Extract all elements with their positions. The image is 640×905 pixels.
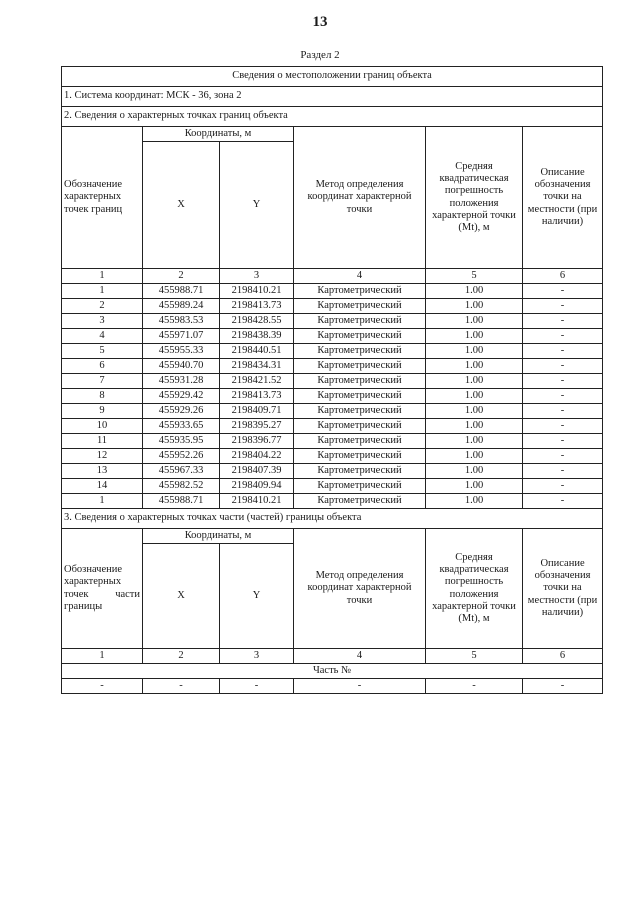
point-method: Картометрический bbox=[294, 479, 426, 494]
header-x: X bbox=[143, 142, 220, 269]
section-label: Раздел 2 bbox=[300, 49, 340, 61]
header-accuracy: Средняя квадратическая погрешность положения характерной точки (Mt), м bbox=[426, 127, 523, 269]
column-number: 3 bbox=[220, 649, 294, 664]
point-x: 455955.33 bbox=[143, 344, 220, 359]
table-row bbox=[62, 494, 603, 509]
table-row bbox=[62, 344, 603, 359]
point-y: 2198413.73 bbox=[220, 389, 294, 404]
point-number: 6 bbox=[62, 359, 143, 374]
point-method: Картометрический bbox=[294, 419, 426, 434]
part-cell: - bbox=[294, 679, 426, 694]
point-x: 455935.95 bbox=[143, 434, 220, 449]
point-number: 8 bbox=[62, 389, 143, 404]
point-x: 455971.07 bbox=[143, 329, 220, 344]
point-x: 455931.28 bbox=[143, 374, 220, 389]
point-method: Картометрический bbox=[294, 344, 426, 359]
point-x: 455983.53 bbox=[143, 314, 220, 329]
point-accuracy: 1.00 bbox=[426, 299, 523, 314]
point-y: 2198410.21 bbox=[220, 494, 294, 509]
table-row bbox=[62, 479, 603, 494]
coordinate-system: 1. Система координат: МСК - 36, зона 2 bbox=[62, 87, 603, 107]
table-row bbox=[62, 389, 603, 404]
point-y: 2198421.52 bbox=[220, 374, 294, 389]
point-method: Картометрический bbox=[294, 284, 426, 299]
point-description: - bbox=[523, 464, 603, 479]
boundary-table bbox=[61, 66, 603, 694]
column-number: 4 bbox=[294, 269, 426, 284]
point-number: 9 bbox=[62, 404, 143, 419]
part-cell: - bbox=[143, 679, 220, 694]
point-x: 455933.65 bbox=[143, 419, 220, 434]
point-description: - bbox=[523, 329, 603, 344]
point-accuracy: 1.00 bbox=[426, 449, 523, 464]
column-number: 2 bbox=[143, 649, 220, 664]
header-coordinates-part: Координаты, м bbox=[143, 529, 294, 544]
point-description: - bbox=[523, 284, 603, 299]
column-numbers-row bbox=[62, 269, 603, 284]
point-x: 455940.70 bbox=[143, 359, 220, 374]
column-number: 1 bbox=[62, 269, 143, 284]
point-accuracy: 1.00 bbox=[426, 494, 523, 509]
header-coordinates: Координаты, м bbox=[143, 127, 294, 142]
point-x: 455929.42 bbox=[143, 389, 220, 404]
point-method: Картометрический bbox=[294, 464, 426, 479]
point-accuracy: 1.00 bbox=[426, 344, 523, 359]
header-point-designation: Обозначение характерных точек границ bbox=[62, 127, 143, 269]
point-method: Картометрический bbox=[294, 314, 426, 329]
header-method: Метод определения координат характерной точки bbox=[294, 127, 426, 269]
header-y-part: Y bbox=[220, 544, 294, 649]
column-number: 3 bbox=[220, 269, 294, 284]
part-label: Часть № bbox=[62, 664, 603, 679]
point-x: 455929.26 bbox=[143, 404, 220, 419]
point-y: 2198407.39 bbox=[220, 464, 294, 479]
header-accuracy-part: Средняя квадратическая погрешность положения характерной точки (Mt), м bbox=[426, 529, 523, 649]
point-number: 3 bbox=[62, 314, 143, 329]
table-row bbox=[62, 419, 603, 434]
part-cell: - bbox=[426, 679, 523, 694]
point-accuracy: 1.00 bbox=[426, 404, 523, 419]
part-cell: - bbox=[523, 679, 603, 694]
point-accuracy: 1.00 bbox=[426, 419, 523, 434]
point-description: - bbox=[523, 449, 603, 464]
point-accuracy: 1.00 bbox=[426, 359, 523, 374]
point-method: Картометрический bbox=[294, 494, 426, 509]
column-number: 6 bbox=[523, 269, 603, 284]
table-row bbox=[62, 404, 603, 419]
column-number: 5 bbox=[426, 649, 523, 664]
point-y: 2198409.94 bbox=[220, 479, 294, 494]
page-number: 13 bbox=[312, 14, 328, 30]
point-number: 14 bbox=[62, 479, 143, 494]
point-y: 2198409.71 bbox=[220, 404, 294, 419]
point-number: 5 bbox=[62, 344, 143, 359]
point-x: 455982.52 bbox=[143, 479, 220, 494]
point-x: 455988.71 bbox=[143, 284, 220, 299]
column-number: 6 bbox=[523, 649, 603, 664]
point-method: Картометрический bbox=[294, 449, 426, 464]
header-y: Y bbox=[220, 142, 294, 269]
point-description: - bbox=[523, 359, 603, 374]
table-row bbox=[62, 299, 603, 314]
point-x: 455989.24 bbox=[143, 299, 220, 314]
table-row bbox=[62, 329, 603, 344]
point-x: 455988.71 bbox=[143, 494, 220, 509]
point-description: - bbox=[523, 299, 603, 314]
table-title: Сведения о местоположении границ объекта bbox=[62, 67, 603, 87]
point-y: 2198428.55 bbox=[220, 314, 294, 329]
point-y: 2198404.22 bbox=[220, 449, 294, 464]
header-description: Описание обозначения точки на местности (при наличии) bbox=[523, 127, 603, 269]
point-y: 2198410.21 bbox=[220, 284, 294, 299]
table-row bbox=[62, 314, 603, 329]
header-point-designation-part: Обозначение характерных точек части границы bbox=[62, 529, 143, 649]
point-number: 11 bbox=[62, 434, 143, 449]
point-y: 2198438.39 bbox=[220, 329, 294, 344]
point-number: 1 bbox=[62, 494, 143, 509]
point-method: Картометрический bbox=[294, 329, 426, 344]
point-accuracy: 1.00 bbox=[426, 314, 523, 329]
section3-title: 3. Сведения о характерных точках части (частей) границы объекта bbox=[62, 509, 603, 529]
point-x: 455967.33 bbox=[143, 464, 220, 479]
point-method: Картометрический bbox=[294, 374, 426, 389]
column-numbers-row-part bbox=[62, 649, 603, 664]
part-cell: - bbox=[62, 679, 143, 694]
point-description: - bbox=[523, 434, 603, 449]
point-accuracy: 1.00 bbox=[426, 389, 523, 404]
header-method-part: Метод определения координат характерной точки bbox=[294, 529, 426, 649]
point-accuracy: 1.00 bbox=[426, 329, 523, 344]
column-number: 4 bbox=[294, 649, 426, 664]
table-row bbox=[62, 374, 603, 389]
column-number: 1 bbox=[62, 649, 143, 664]
point-method: Картометрический bbox=[294, 359, 426, 374]
point-description: - bbox=[523, 494, 603, 509]
point-accuracy: 1.00 bbox=[426, 464, 523, 479]
point-number: 12 bbox=[62, 449, 143, 464]
header-x-part: X bbox=[143, 544, 220, 649]
point-description: - bbox=[523, 344, 603, 359]
point-y: 2198413.73 bbox=[220, 299, 294, 314]
point-number: 2 bbox=[62, 299, 143, 314]
point-y: 2198396.77 bbox=[220, 434, 294, 449]
point-method: Картометрический bbox=[294, 299, 426, 314]
point-number: 10 bbox=[62, 419, 143, 434]
point-number: 1 bbox=[62, 284, 143, 299]
part-row bbox=[62, 679, 603, 694]
point-method: Картометрический bbox=[294, 404, 426, 419]
point-description: - bbox=[523, 314, 603, 329]
point-method: Картометрический bbox=[294, 389, 426, 404]
point-y: 2198440.51 bbox=[220, 344, 294, 359]
point-description: - bbox=[523, 389, 603, 404]
point-accuracy: 1.00 bbox=[426, 284, 523, 299]
point-accuracy: 1.00 bbox=[426, 434, 523, 449]
section2-title: 2. Сведения о характерных точках границ объекта bbox=[62, 107, 603, 127]
point-description: - bbox=[523, 374, 603, 389]
header-description-part: Описание обозначения точки на местности (при наличии) bbox=[523, 529, 603, 649]
point-accuracy: 1.00 bbox=[426, 479, 523, 494]
point-description: - bbox=[523, 479, 603, 494]
table-row bbox=[62, 449, 603, 464]
point-y: 2198395.27 bbox=[220, 419, 294, 434]
table-row bbox=[62, 434, 603, 449]
table-row bbox=[62, 284, 603, 299]
point-y: 2198434.31 bbox=[220, 359, 294, 374]
part-cell: - bbox=[220, 679, 294, 694]
column-number: 2 bbox=[143, 269, 220, 284]
point-accuracy: 1.00 bbox=[426, 374, 523, 389]
column-number: 5 bbox=[426, 269, 523, 284]
table-row bbox=[62, 464, 603, 479]
table-row bbox=[62, 359, 603, 374]
point-description: - bbox=[523, 419, 603, 434]
point-number: 7 bbox=[62, 374, 143, 389]
point-number: 13 bbox=[62, 464, 143, 479]
point-number: 4 bbox=[62, 329, 143, 344]
point-method: Картометрический bbox=[294, 434, 426, 449]
point-x: 455952.26 bbox=[143, 449, 220, 464]
point-description: - bbox=[523, 404, 603, 419]
